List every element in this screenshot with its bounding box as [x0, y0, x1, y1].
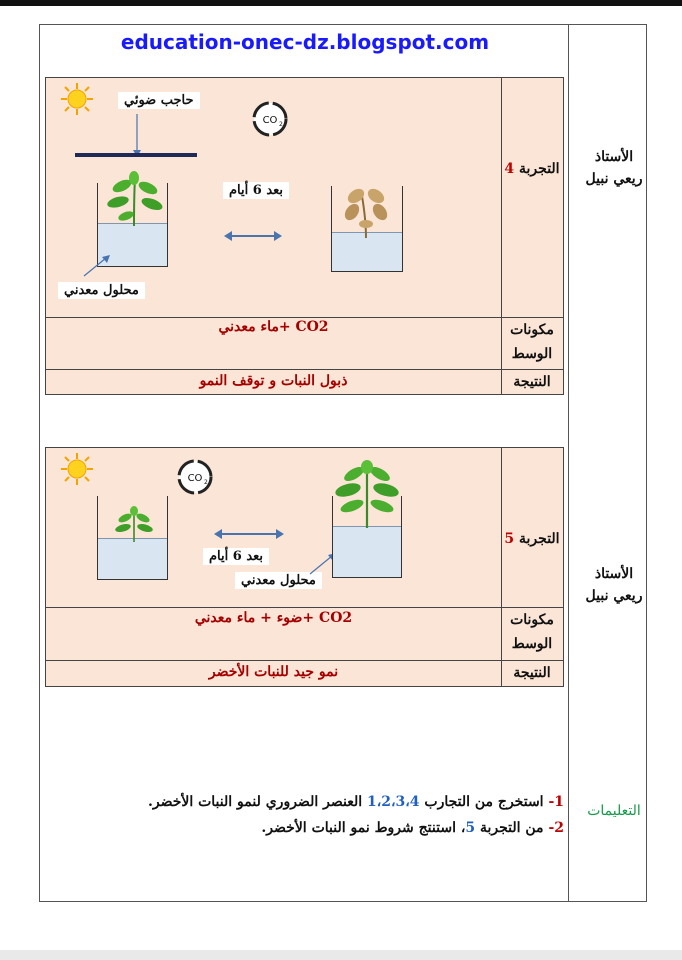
q2-number: 2- [548, 820, 564, 836]
teacher-name: ريعي نبيل [585, 588, 643, 604]
bottom-border [0, 950, 682, 960]
experiment-4-table [45, 77, 564, 395]
exp5-result-value: نمو جيد للنبات الأخضر [208, 664, 339, 680]
plant-wilted [342, 182, 394, 238]
side-column-divider [568, 24, 569, 902]
screen-pointer-arrow [132, 114, 142, 158]
exp5-number: 5 [504, 531, 515, 547]
light-screen-label: حاجب ضوئي [118, 92, 200, 109]
solution-pointer-arrow [82, 254, 112, 278]
svg-text:CO: CO [187, 473, 203, 484]
question-2 [261, 820, 564, 836]
teacher-title: الأستاذ [594, 149, 634, 165]
sun-icon [60, 452, 94, 486]
svg-text:2: 2 [204, 479, 208, 486]
question-1 [148, 794, 564, 810]
q1-text-b: العنصر الضروري لنمو النبات الأخضر. [147, 794, 367, 810]
exp4-title: التجربة 4 [504, 161, 560, 177]
exp4-result-label: النتيجة [513, 374, 551, 390]
exp5-medium-label: مكونات الوسط [510, 612, 554, 652]
q2-list: 5 [465, 820, 476, 836]
q1-list: 1،2،3،4 [366, 794, 420, 810]
site-url[interactable]: education-onec-dz.blogspot.com [120, 30, 490, 54]
exp4-medium-value: CO2 +ماء معدني [218, 319, 329, 335]
teacher-label-1 [576, 146, 652, 190]
exp4-number: 4 [504, 161, 515, 177]
q1-text-a: استخرج من التجارب [419, 794, 549, 810]
sun-icon [60, 82, 94, 116]
exp4-solution-label: محلول معدني [58, 282, 145, 299]
time-arrow [224, 230, 282, 242]
co2-icon [174, 456, 216, 498]
exp4-medium-label: مكونات الوسط [510, 322, 554, 362]
plant-large [332, 462, 402, 528]
light-screen-bar [75, 153, 197, 157]
exp5-title: التجربة 5 [504, 531, 560, 547]
q2-text-b: ، استنتج شروط نمو النبات الأخضر. [261, 820, 466, 836]
plant-before [104, 172, 166, 226]
co2-icon [249, 98, 291, 140]
experiment-5-table [45, 447, 564, 687]
exp5-solution-label: محلول معدني [235, 572, 322, 589]
teacher-name: ريعي نبيل [585, 171, 643, 187]
q2-text-a: من التجربة [475, 820, 549, 836]
q1-number: 1- [548, 794, 564, 810]
teacher-title: الأستاذ [594, 566, 634, 582]
svg-text:2: 2 [279, 121, 283, 128]
exp5-medium-value: CO2 +ضوء + ماء معدني [194, 610, 353, 626]
exp5-time-label: بعد 6 أيام [203, 548, 269, 565]
exp5-result-label: النتيجة [513, 665, 551, 681]
top-border [0, 0, 682, 6]
time-arrow [214, 528, 284, 540]
exp4-result-value: ذبول النبات و توقف النمو [199, 373, 348, 389]
plant-small [112, 506, 156, 542]
teacher-label-2 [576, 563, 652, 607]
instructions-label: التعليمات [587, 803, 641, 819]
svg-text:CO: CO [262, 115, 278, 126]
exp4-time-label: بعد 6 أيام [223, 182, 289, 199]
